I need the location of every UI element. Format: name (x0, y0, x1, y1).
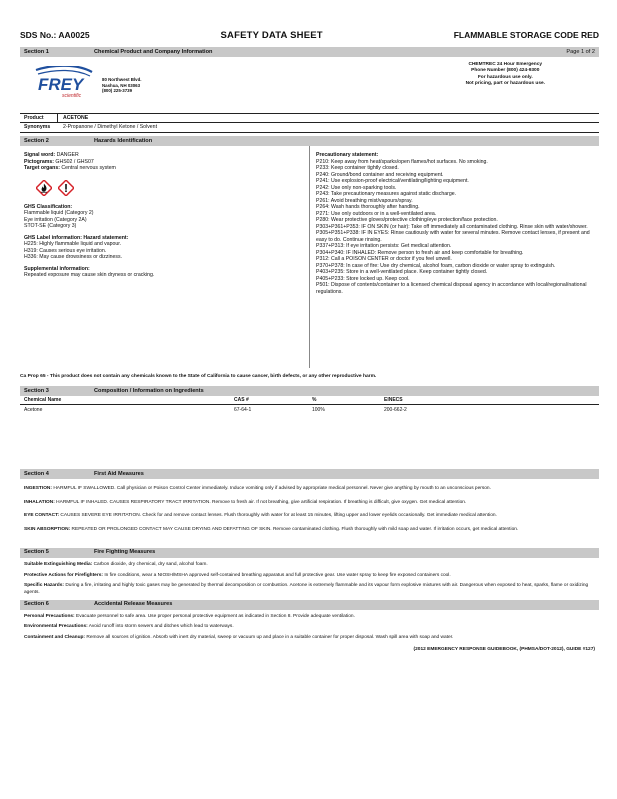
document-title: SAFETY DATA SHEET (220, 30, 323, 41)
precautionary-line: P405+P233: Store locked up. Keep cool. (316, 275, 410, 282)
product-value: ACETONE (63, 114, 89, 121)
precautionary-line: P403+P235: Store in a well-ventilated place. Keep container tightly closed. (316, 269, 488, 275)
first-aid-inhalation: INHALATION: HARMFUL IF INHALED. CAUSES RESPIRATORY TRACT IRRITATION. Remove to fresh air. If not breathing, give artificial respiration. If breathing is difficult, give oxygen. Get medical attention. (24, 499, 467, 505)
table-cell: 200-662-2 (384, 407, 407, 414)
personal-precautions: Personal Precautions: Evacuate personnel to safe area. Use proper personal protective equipment as indicated in Section 8. Provide adequate ventilation. (24, 613, 355, 619)
column-header: CAS # (234, 396, 249, 403)
fire-fighting-body (20, 562, 599, 597)
section-number: Section 1 (24, 48, 49, 55)
section-title: Fire Fighting Measures (94, 549, 156, 556)
table-header-row (20, 396, 599, 405)
column-header: % (312, 396, 317, 403)
section-title: Composition / Information on Ingredients (94, 387, 204, 394)
section-number: Section 4 (24, 470, 49, 477)
precautionary-column (310, 146, 599, 368)
address-line: (800) 225-3739 (102, 88, 133, 94)
firefighter-protection: Protective Actions for Firefighters: In fire conditions, wear a NIOSH/MSHA approved self-contained breathing apparatus and full protective gear. Use water spray to keep fire exposed containers cool. (24, 572, 451, 578)
precautionary-line: P243: Take precautionary measures against static discharge. (316, 191, 457, 197)
table-cell: Acetone (24, 407, 43, 414)
section-title: First Aid Measures (94, 470, 144, 477)
company-block (20, 57, 599, 113)
target-organs: Target organs: Central nervous system (24, 165, 116, 171)
section-title: Chemical Product and Company Information (94, 48, 213, 55)
pictograms: Pictograms: GHS02 / GHS07 (24, 158, 94, 165)
first-aid-ingestion: INGESTION: HARMFUL IF SWALLOWED. Call physician or Poison Control Center immediately. Induce vomiting only if advised by appropriate medical personnel. Never give anything by mouth to an unconscious person. (24, 486, 491, 491)
synonyms-row (20, 123, 599, 133)
precautionary-line: P312: Call a POISON CENTER or doctor if you feel unwell. (316, 256, 452, 262)
address-line: Nashua, NH 03063 (102, 82, 141, 88)
precautionary-line: P271: Use only outdoors or in a well-ventilated area. (316, 210, 437, 217)
company-logo (34, 62, 142, 113)
precautionary-line: P233: Keep container tightly closed. (316, 165, 399, 171)
precautionary-line: P304+P340: IF INHALED: Remove person to fresh air and keep comfortable for breathing. (316, 249, 524, 256)
specific-hazards: Specific Hazards: During a fire, irritating and highly toxic gases may be generated by thermal decomposition or combustion. Acetone is extremely flammable and its vapour form explosive mixtures with air. Dangerous when exposed to heat, sparks, flame or oxidizing agents. (24, 583, 589, 595)
precautionary-line: P303+P361+P353: IF ON SKIN (or hair): Take off immediately all contaminated clothing. Rinse skin with water/shower. (316, 223, 588, 230)
section-number: Section 6 (24, 601, 49, 608)
ghs-classification-line: Flammable liquid (Category 2) (24, 210, 94, 216)
storage-code: FLAMMABLE STORAGE CODE RED (453, 30, 599, 40)
svg-text:scientific: scientific (62, 93, 82, 99)
hazards-left-column (20, 146, 310, 368)
section-4-header (20, 469, 599, 479)
extinguishing-media: Suitable Extinguishing Media: Carbon dioxide, dry chemical, dry sand, alcohol foam. (24, 561, 208, 567)
supplemental-title: Supplemental information: (24, 265, 90, 272)
hazards-body (20, 146, 599, 368)
ghs-classification-line: STOT-SE (Category 3) (24, 223, 77, 229)
chemtrec-line: For hazardous use only. (477, 74, 533, 80)
chemtrec-line: Phone Number (800) 424-9300 (471, 68, 540, 74)
precautionary-line: P501: Dispose of contents/container to a licensed chemical disposal agency in accordance with local/regional/national regulations. (316, 282, 587, 295)
product-label: Product (20, 114, 58, 122)
chemtrec-line: CHEMTREC 24 Hour Emergency (468, 62, 543, 67)
precautionary-line: P240: Ground/bond container and receiving equipment. (316, 171, 444, 178)
precautionary-line: P337+P313: If eye irritation persists: Get medical attention. (316, 243, 452, 249)
table-cell: 100% (312, 407, 325, 414)
section-title: Hazards Identification (94, 137, 153, 144)
prop65-notice: Ca Prop 65 - This product does not contain any chemicals known to the State of California to cause cancer, birth defects, or any other reproductive harm. (20, 374, 377, 379)
svg-text:FREY: FREY (38, 75, 84, 94)
first-aid-skin-absorption: SKIN ABSORPTION: REPEATED OR PROLONGED CONTACT MAY CAUSE DRYING AND DEFATTING OF SKIN. Remove contaminated clothing. Flush thoroughly with mild soap and water. If irritation occurs, get medical attention. (24, 527, 519, 533)
ghs-classification-title: GHS Classification: (24, 203, 73, 210)
precautionary-line: P305+P351+P338: IF IN EYES: Rinse cautiously with water for several minutes. Remove contact lenses, if present and easy to do. Continue rinsing. (316, 230, 590, 243)
precautionary-line: P264: Wash hands thoroughly after handling. (316, 204, 420, 210)
page-indicator: Page 1 of 2 (566, 48, 595, 55)
erg-reference: (2012 EMERGENCY RESPONSE GUIDEBOOK, (PHMSA/DOT-2012), GUIDE #127) (413, 646, 595, 652)
document-header (20, 30, 599, 44)
supplemental-line: Repeated exposure may cause skin dryness or cracking. (24, 272, 155, 278)
sds-number: SDS No.: AA0025 (20, 30, 90, 40)
ghs-classification-line: Eye irritation (Category 2A) (24, 216, 87, 223)
section-number: Section 3 (24, 387, 49, 394)
hazard-statement-line: H225: Highly flammable liquid and vapour. (24, 241, 122, 247)
table-cell: 67-64-1 (234, 407, 252, 414)
first-aid-eye-contact: EYE CONTACT: CAUSES SEVERE EYE IRRITATION. Check for and remove contact lenses. Flush thoroughly with water for at least 15 minutes, lifting upper and lower eyelids occasionally. Get immediate medical attention. (24, 513, 497, 519)
accidental-release-body (20, 614, 599, 653)
composition-table (20, 396, 599, 466)
precautionary-line: P210: Keep away from heat/sparks/open flames/hot surfaces. No smoking. (316, 158, 488, 165)
precautionary-line: P280: Wear protective gloves/protective clothing/eye protection/face protection. (316, 217, 498, 223)
precautionary-line: P261: Avoid breathing mist/vapours/spray. (316, 197, 413, 204)
address-line: 80 Northwest Blvd. (102, 77, 142, 82)
section-1-header (20, 47, 599, 57)
company-address (102, 77, 142, 94)
section-title: Accidental Release Measures (94, 601, 173, 608)
section-number: Section 2 (24, 137, 49, 144)
column-header: Chemical Name (24, 396, 62, 403)
chemtrec-line: Not pricing, part or hazardous use. (465, 81, 545, 87)
synonyms-value: 2-Propanone / Dimethyl Ketone / Solvent (63, 124, 158, 131)
section-2-header (20, 136, 599, 146)
precautionary-line: P370+P378: In case of fire: Use dry chemical, alcohol foam, carbon dioxide or water spray to extinguish. (316, 262, 556, 269)
environmental-precautions: Environmental Precautions: Avoid runoff into storm sewers and ditches which lead to waterways. (24, 624, 234, 630)
exclamation-pictogram-icon (58, 180, 74, 196)
hazard-statement-title: GHS Label information: Hazard statement: (24, 234, 129, 241)
emergency-contact (466, 62, 545, 113)
section-5-header (20, 548, 599, 558)
signal-word: Signal word: DANGER (24, 152, 79, 158)
product-row (20, 113, 599, 123)
ghs-pictograms (36, 180, 305, 196)
section-3-header (20, 386, 599, 396)
section-6-header (20, 600, 599, 610)
column-header: EINECS (384, 396, 403, 403)
section-number: Section 5 (24, 549, 49, 556)
precautionary-line: P241: Use explosion-proof electrical/ventilating/lighting equipment. (316, 178, 469, 184)
precautionary-title: Precautionary statement: (316, 152, 379, 158)
containment-cleanup: Containment and Cleanup: Remove all sources of ignition. Absorb with inert dry material, sweep or vacuum up and place in a suitable container for proper disposal. Wash spill area with soap and water. (24, 635, 454, 641)
precautionary-line: P242: Use only non-sparking tools. (316, 184, 397, 191)
first-aid-body (20, 486, 599, 534)
hazard-statement-line: H336: May cause drowsiness or dizziness. (24, 254, 123, 260)
table-row (20, 405, 599, 416)
hazard-statement-line: H319: Causes serious eye irritation. (24, 247, 107, 254)
frey-logo-icon (34, 66, 94, 100)
synonyms-label: Synonyms (24, 124, 51, 131)
flame-pictogram-icon (36, 180, 52, 196)
